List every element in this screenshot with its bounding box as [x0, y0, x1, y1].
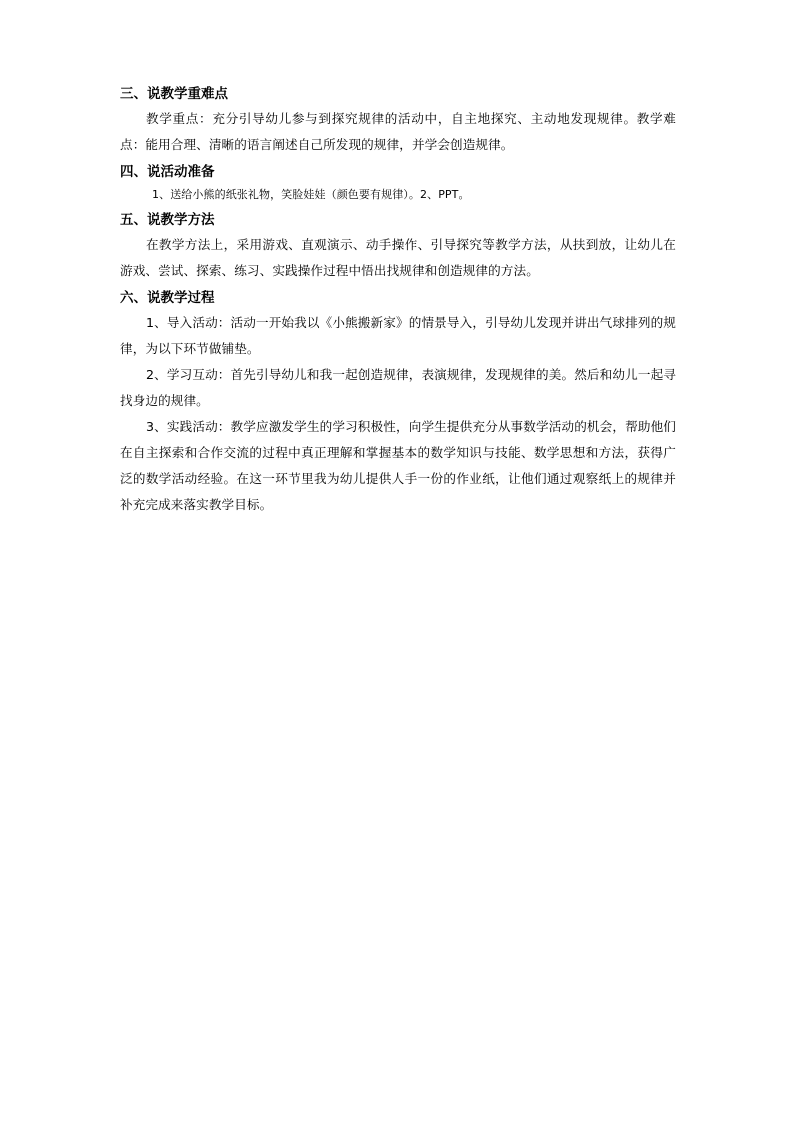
- paragraph: 2、学习互动：首先引导幼儿和我一起创造规律，表演规律，发现规律的美。然后和幼儿一起寻找身边的规律。: [120, 367, 676, 408]
- document-page: [120, 80, 676, 518]
- section-key-points: [120, 84, 676, 158]
- section-heading: 六、说教学过程: [120, 290, 215, 306]
- section-process: [120, 288, 676, 518]
- paragraph: 在教学方法上，采用游戏、直观演示、动手操作、引导探究等教学方法，从扶到放，让幼儿在游戏、尝试、探索、练习、实践操作过程中悟出找规律和创造规律的方法。: [120, 237, 676, 278]
- paragraph: 1、导入活动：活动一开始我以《小熊搬新家》的情景导入，引导幼儿发现并讲出气球排列的规律，为以下环节做铺垫。: [120, 315, 676, 356]
- paragraph: 3、实践活动：教学应激发学生的学习积极性，向学生提供充分从事数学活动的机会，帮助他们在自主探索和合作交流的过程中真正理解和掌握基本的数学知识与技能、数学思想和方法，获得广泛的数学活动经验。在这一环节里我为幼儿提供人手一份的作业纸，让他们通过观察纸上的规律并补充完成来落实教学目标。: [120, 419, 676, 512]
- paragraph: 教学重点：充分引导幼儿参与到探究规律的活动中，自主地探究、主动地发现规律。教学难点：能用合理、清晰的语言阐述自己所发现的规律，并学会创造规律。: [120, 111, 676, 152]
- section-heading: 三、说教学重难点: [120, 86, 228, 102]
- paragraph: 1、送给小熊的纸张礼物，笑脸娃娃（颜色要有规律）。2、PPT。: [152, 188, 470, 201]
- section-heading: 四、说活动准备: [120, 164, 215, 180]
- section-heading: 五、说教学方法: [120, 212, 215, 228]
- section-preparation: [120, 162, 676, 206]
- section-methods: [120, 210, 676, 284]
